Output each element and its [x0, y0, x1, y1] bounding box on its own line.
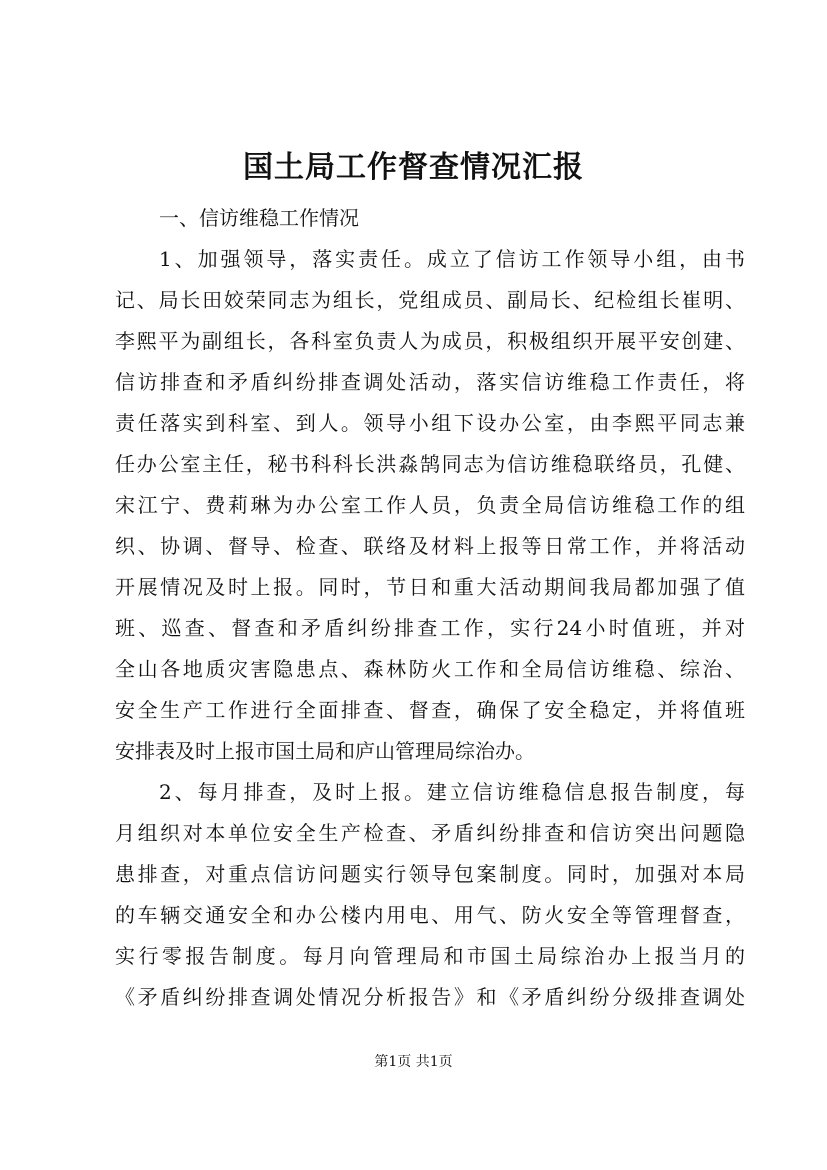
paragraph-line: 班、巡查、督查和矛盾纠纷排查工作，实行24小时值班，并对 [115, 616, 745, 640]
paragraph-line: 1、加强领导，落实责任。成立了信访工作领导小组，由书 [159, 247, 745, 271]
page-number-footer: 第1页 共1页 [374, 1054, 453, 1070]
paragraph-line: 宋江宁、费莉琳为办公室工作人员，负责全局信访维稳工作的组 [115, 493, 745, 517]
paragraph-line: 全山各地质灾害隐患点、森林防火工作和全局信访维稳、综治、 [115, 657, 745, 681]
paragraph-line: 安排表及时上报市国土局和庐山管理局综治办。 [115, 739, 535, 763]
paragraph-line: 责任落实到科室、到人。领导小组下设办公室，由李熙平同志兼 [115, 411, 745, 435]
paragraph-line: 织、协调、督导、检查、联络及材料上报等日常工作，并将活动 [115, 534, 745, 558]
paragraph-line: 任办公室主任，秘书科科长洪淼鹄同志为信访维稳联络员，孔健、 [115, 452, 745, 476]
document-body [115, 198, 745, 1018]
section-heading: 一、信访维稳工作情况 [159, 206, 359, 230]
paragraph-line: 患排查，对重点信访问题实行领导包案制度。同时，加强对本局 [115, 862, 745, 886]
paragraph-line: 记、局长田姣荣同志为组长，党组成员、副局长、纪检组长崔明、 [115, 288, 745, 312]
paragraph-line: 开展情况及时上报。同时，节日和重大活动期间我局都加强了值 [115, 575, 745, 599]
paragraph-line: 的车辆交通安全和办公楼内用电、用气、防火安全等管理督查， [115, 903, 745, 927]
paragraph-line: 《矛盾纠纷排查调处情况分析报告》和《矛盾纠纷分级排查调处 [115, 985, 745, 1009]
paragraph-line: 信访排查和矛盾纠纷排查调处活动，落实信访维稳工作责任，将 [115, 370, 745, 394]
document-title: 国土局工作督查情况汇报 [243, 150, 584, 185]
paragraph-line: 2、每月排查，及时上报。建立信访维稳信息报告制度，每 [159, 780, 745, 804]
paragraph-line: 李熙平为副组长，各科室负责人为成员，积极组织开展平安创建、 [115, 329, 745, 353]
paragraph-line: 月组织对本单位安全生产检查、矛盾纠纷排查和信访突出问题隐 [115, 821, 745, 845]
paragraph-line: 实行零报告制度。每月向管理局和市国土局综治办上报当月的 [115, 944, 745, 968]
paragraph-line: 安全生产工作进行全面排查、督查，确保了安全稳定，并将值班 [115, 698, 745, 722]
